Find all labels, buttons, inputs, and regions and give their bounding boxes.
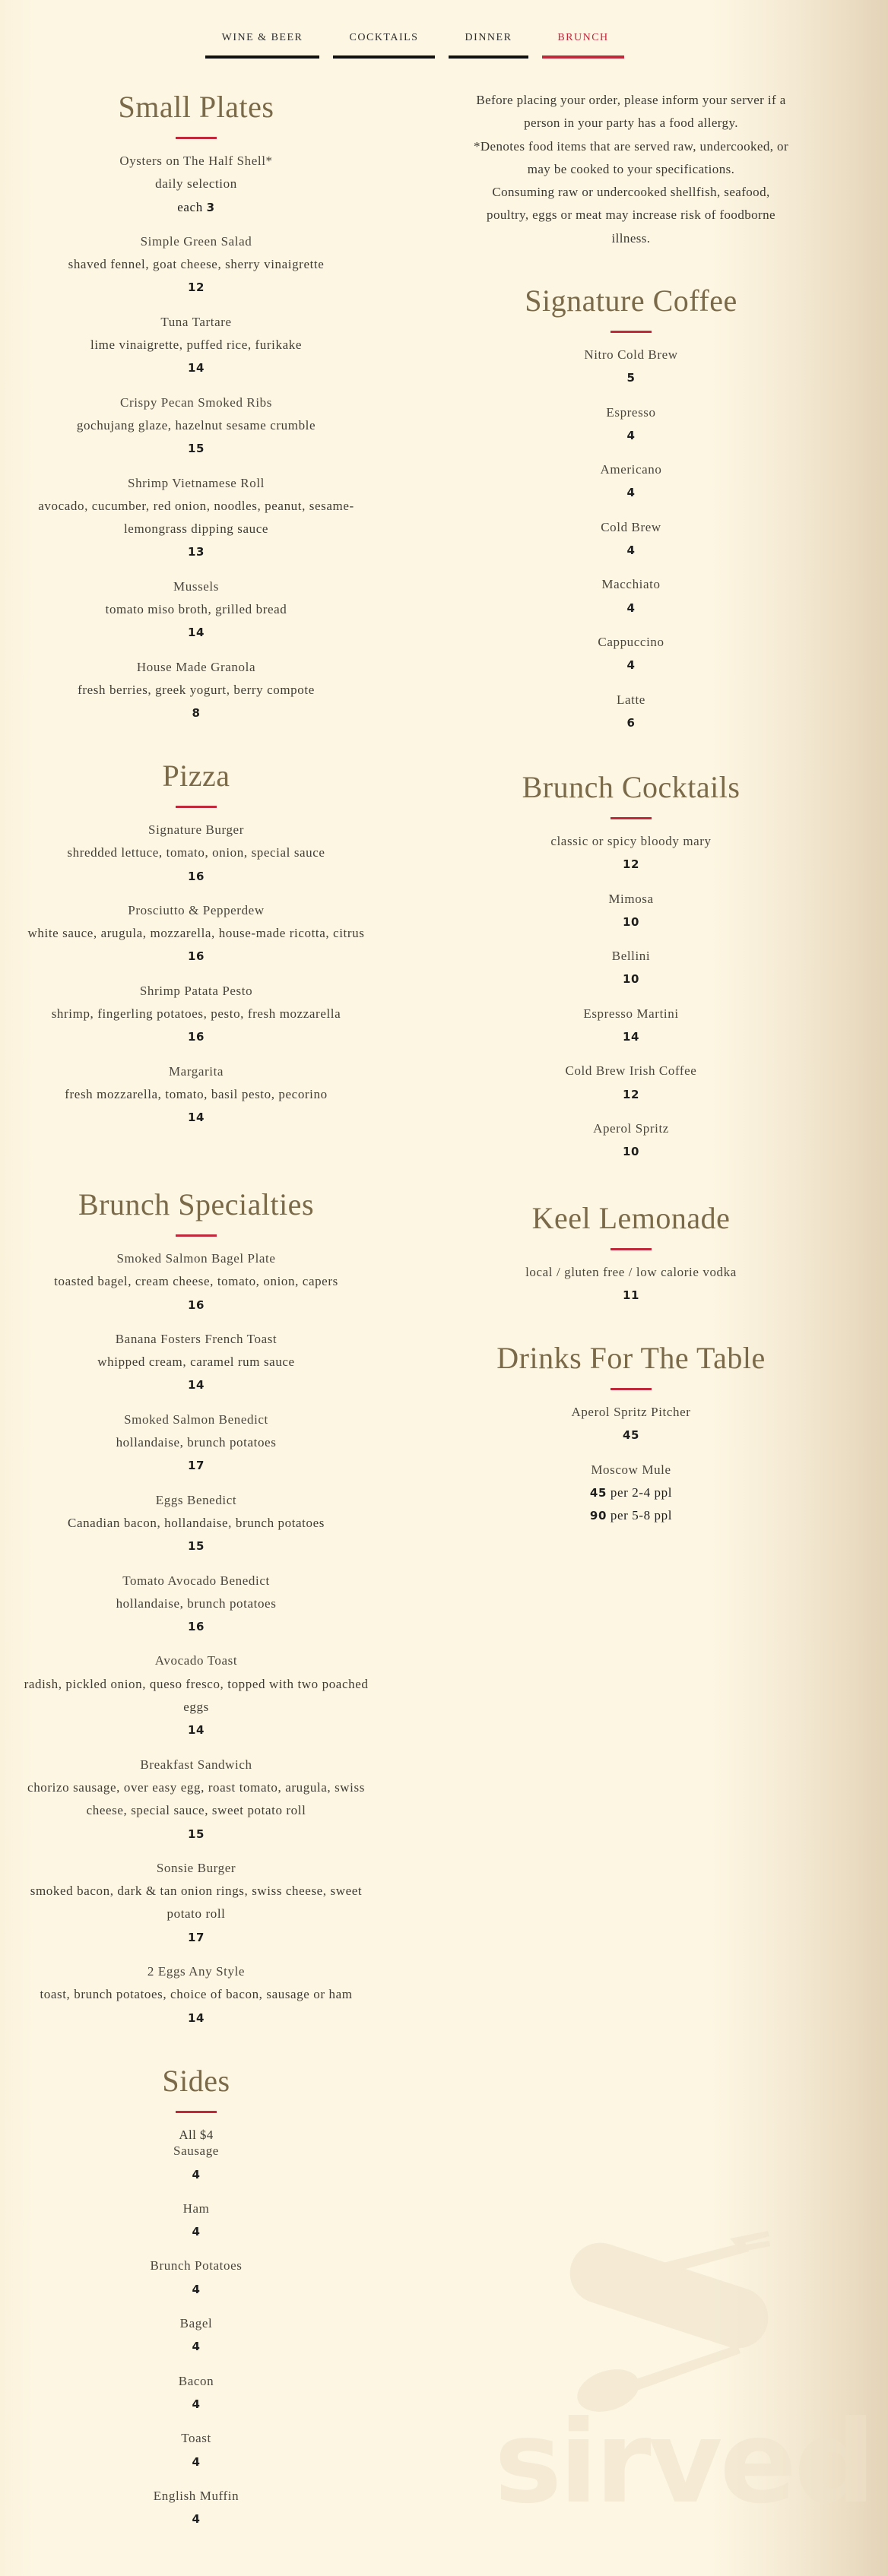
price-amount: 16 [187,1298,205,1312]
price-amount: 10 [622,914,640,929]
item-description: Canadian bacon, hollandaise, brunch potatoes [68,1515,325,1530]
item-price [449,853,813,876]
price-suffix: per 2-4 ppl [610,1484,673,1500]
menu-item [14,980,379,1049]
price-amount: 5 [626,371,636,385]
item-price [14,1615,379,1638]
item-name: Mimosa [608,891,654,906]
price-amount: 14 [622,1030,640,1044]
item-name: Smoked Salmon Benedict [124,1412,268,1427]
allergy-line: illness. [611,230,651,246]
item-price [14,702,379,724]
item-description: toasted bagel, cream cheese, tomato, onion, capers [54,1274,338,1289]
item-price [14,540,379,563]
item-description: shaved fennel, goat cheese, sherry vinaigrette [68,257,325,272]
menu-item [14,1857,379,1949]
menu-section-keel-lemonade [449,1199,813,1319]
section-title: Brunch Cocktails [522,770,741,804]
price-amount: 17 [187,1459,205,1473]
item-price [449,481,813,504]
item-description: toast, brunch potatoes, choice of bacon, sausage or ham [40,1987,353,2002]
price-amount: 11 [622,1288,640,1303]
item-price [449,424,813,447]
item-description: hollandaise, brunch potatoes [116,1435,277,1450]
price-amount: 14 [187,2010,205,2025]
price-amount: 14 [187,626,205,640]
item-price [449,911,813,933]
price-amount: 14 [187,1111,205,1125]
price-amount: 10 [622,1145,640,1159]
item-description: lime vinaigrette, puffed rice, furikake [90,337,302,353]
menu-item [449,830,813,876]
item-name: Tomato Avocado Benedict [122,1573,270,1588]
section-title: Signature Coffee [525,284,737,318]
item-name: Prosciutto & Pepperdew [128,902,265,917]
item-description: gochujang glaze, hazelnut sesame crumble [76,417,316,433]
item-name: Sonsie Burger [156,1860,236,1875]
item-name: Aperol Spritz [593,1120,669,1136]
item-price [14,1025,379,1048]
price-prefix: each [177,199,203,214]
item-description: hollandaise, brunch potatoes [116,1595,277,1611]
item-price [14,196,379,219]
section-title: Pizza [162,759,230,793]
menu-item [14,1489,379,1558]
item-name: Breakfast Sandwich [140,1757,252,1772]
item-description: fresh berries, greek yogurt, berry compote [78,682,315,697]
allergy-line: Consuming raw or undercooked shellfish, seafood, [492,185,770,200]
item-price [14,2335,379,2358]
item-price [14,2451,379,2473]
menu-item [14,1328,379,1397]
menu-item [14,230,379,299]
menu-item [14,1247,379,1317]
item-price [449,366,813,389]
menu-item [449,344,813,390]
price-amount: 4 [192,2340,201,2354]
item-price [449,539,813,562]
item-name: Oysters on The Half Shell* [119,154,273,168]
menu-item [449,1401,813,1447]
item-price [449,597,813,619]
allergy-line: may be cooked to your specifications. [527,161,735,176]
menu-item [14,1060,379,1130]
price-amount: 4 [626,486,636,500]
tab-wine-beer[interactable]: WINE & BEER [205,23,319,59]
menu-item [14,2254,379,2301]
tab-brunch[interactable]: BRUNCH [542,23,624,59]
menu-item [449,401,813,448]
item-name: Bellini [611,949,651,964]
item-name: Aperol Spritz Pitcher [571,1405,691,1419]
price-amount: 16 [187,1620,205,1634]
item-price [449,1504,813,1527]
menu-item [449,1003,813,1049]
price-amount: 4 [626,543,636,558]
price-amount: 3 [206,200,215,214]
price-amount: 15 [187,1827,205,1841]
price-amount: 45 [589,1485,607,1500]
section-title: Drinks For The Table [496,1341,766,1375]
item-name: House Made Granola [136,659,256,674]
price-amount: 10 [622,972,640,987]
price-amount: 14 [187,1378,205,1393]
section-title: Keel Lemonade [531,1201,731,1235]
item-name: Mussels [173,578,219,594]
price-amount: 14 [187,361,205,375]
item-name: Americano [600,462,662,477]
item-description: fresh mozzarella, tomato, basil pesto, pecorino [65,1086,328,1101]
item-description: tomato miso broth, grilled bread [105,602,287,617]
item-name: Avocado Toast [154,1653,238,1668]
menu-item [449,1459,813,1528]
price-amount: 4 [192,2512,201,2527]
item-name: Moscow Mule [591,1462,671,1477]
allergy-line: poultry, eggs or meat may increase risk of foodborne [487,208,775,223]
item-name: Toast [181,2431,211,2446]
section-divider [610,331,652,333]
item-price [14,1294,379,1317]
menu-item [14,150,379,219]
price-amount: 13 [187,545,205,559]
item-name: Tuna Tartare [160,314,232,329]
menu-section-drinks-for-the-table [449,1339,813,1538]
item-name: 2 Eggs Any Style [147,1964,246,1979]
price-amount: 45 [622,1428,640,1443]
item-name: Margarita [168,1063,224,1079]
item-description: whipped cream, caramel rum sauce [97,1355,295,1370]
allergy-line: Before placing your order, please inform your server if a [476,93,786,107]
item-price [14,2508,379,2530]
menu-item [14,1649,379,1741]
item-price [14,1926,379,1949]
item-price [14,1454,379,1477]
menu-item [14,1754,379,1846]
item-price [449,711,813,734]
price-amount: 16 [187,949,205,964]
item-name: Cold Brew Irish Coffee [565,1063,697,1079]
section-divider [176,137,217,139]
item-price [14,2220,379,2243]
menu-item [14,1408,379,1478]
section-divider [610,1388,652,1390]
price-amount: 4 [192,2282,201,2296]
menu-item [449,458,813,505]
price-amount: 4 [626,658,636,673]
price-amount: 4 [192,2454,201,2469]
menu-item [449,631,813,677]
price-amount: 16 [187,869,205,883]
item-name: Macchiato [601,577,661,592]
item-name: Crispy Pecan Smoked Ribs [120,394,272,410]
item-name: Smoked Salmon Bagel Plate [116,1251,276,1266]
utensil-knife-icon [494,2220,852,2417]
item-name: Brunch Potatoes [150,2258,243,2273]
item-name: Bagel [179,2316,213,2331]
menu-item [14,1570,379,1639]
menu-item [14,819,379,888]
tab-cocktails[interactable]: COCKTAILS [333,23,435,59]
item-name: Simple Green Salad [140,233,252,249]
item-price [14,2007,379,2029]
menu-item [449,888,813,934]
item-price [14,356,379,379]
item-description: daily selection [155,176,237,192]
item-price [14,621,379,644]
item-price [14,1374,379,1396]
item-name: Cold Brew [601,519,661,534]
menu-item [449,573,813,619]
menu-item [449,689,813,735]
price-amount: 15 [187,1539,205,1554]
item-price [449,654,813,676]
menu-item [14,2427,379,2473]
item-name: Espresso [606,404,656,420]
item-name: classic or spicy bloody mary [550,834,712,848]
price-amount: 90 [589,1509,607,1523]
item-price [14,2163,379,2186]
item-name: English Muffin [153,2488,239,2503]
item-price [449,1284,813,1307]
allergy-line: person in your party has a food allergy. [524,116,738,131]
item-price [14,1823,379,1846]
item-description: white sauce, arugula, mozzarella, house-made ricotta, citrus [27,926,365,941]
item-price [14,1719,379,1741]
menu-category-tabs [0,23,888,58]
section-divider [610,817,652,819]
menu-item [449,516,813,562]
price-amount: 14 [187,1723,205,1738]
menu-item [14,2312,379,2359]
item-name: Sausage [173,2143,219,2159]
price-amount: 12 [622,1087,640,1101]
menu-item [14,391,379,461]
item-description: avocado, cucumber, red onion, noodles, peanut, sesame-lemongrass dipping sauce [38,498,354,537]
item-description: chorizo sausage, over easy egg, roast tomato, arugula, swiss cheese, special sauce, sweet potato roll [27,1779,365,1818]
item-description: radish, pickled onion, queso fresco, topped with two poached eggs [24,1676,369,1715]
item-price [14,865,379,888]
price-amount: 4 [192,2167,201,2182]
menu-item [14,575,379,645]
menu-section-small-plates [14,88,379,737]
watermark-logo-text: sirved [494,2397,873,2529]
section-divider [610,1248,652,1250]
price-amount: 17 [187,1930,205,1944]
section-divider [176,2111,217,2113]
menu-item [14,472,379,564]
item-name: Nitro Cold Brew [584,347,678,362]
price-suffix: per 5-8 ppl [610,1508,673,1523]
section-divider [176,1234,217,1237]
allergy-line: *Denotes food items that are served raw, undercooked, or [473,138,789,154]
price-amount: 4 [192,2225,201,2239]
section-title: Sides [162,2064,230,2098]
price-amount: 16 [187,1030,205,1044]
item-price [14,1535,379,1557]
menu-section-signature-coffee [449,282,813,746]
item-price [449,1083,813,1106]
menu-item [14,1960,379,2029]
item-price [14,2278,379,2301]
menu-item [449,1060,813,1106]
item-price [449,1481,813,1504]
tab-dinner[interactable]: DINNER [449,23,528,59]
price-amount: 12 [187,280,205,295]
price-amount: 6 [626,715,636,730]
item-description: smoked bacon, dark & tan onion rings, swiss cheese, sweet potato roll [30,1884,363,1922]
menu-section-pizza [14,757,379,1141]
menu-item [14,656,379,725]
section-title: Small Plates [118,90,274,124]
menu-section-sides [14,2062,379,2542]
price-amount: 4 [626,428,636,442]
menu-section-brunch-specialties [14,1186,379,2041]
section-divider [176,806,217,808]
allergy-notice [449,89,813,250]
item-price [14,437,379,460]
item-name: Banana Fosters French Toast [115,1331,278,1346]
menu-item [449,945,813,991]
item-description: shrimp, fingerling potatoes, pesto, fresh mozzarella [51,1006,341,1022]
item-name: Bacon [178,2373,214,2388]
item-price [449,1025,813,1048]
menu-item [14,2370,379,2416]
item-name: Espresso Martini [583,1006,679,1021]
item-name: Cappuccino [598,634,664,649]
price-amount: 15 [187,442,205,456]
item-name: Signature Burger [148,822,244,837]
menu-item [14,2197,379,2244]
price-amount: 8 [192,706,201,721]
item-name: Shrimp Patata Pesto [139,983,253,998]
item-price [14,945,379,968]
item-name: Eggs Benedict [155,1492,237,1507]
menu-item [14,2140,379,2186]
menu-section-brunch-cocktails [449,768,813,1175]
menu-item [14,311,379,380]
item-name: local / gluten free / low calorie vodka [525,1265,737,1279]
item-price [449,1424,813,1446]
item-price [14,2393,379,2416]
price-amount: 4 [626,600,636,615]
menu-item [14,899,379,968]
item-description: shredded lettuce, tomato, onion, special sauce [67,845,325,860]
menu-item [14,2485,379,2531]
item-price [449,968,813,990]
menu-item [449,1117,813,1164]
item-name: Ham [182,2201,210,2216]
price-amount: 12 [622,857,640,872]
item-price [449,1140,813,1163]
item-name: Latte [617,692,645,707]
menu-item [449,1261,813,1307]
item-price [14,1106,379,1129]
section-note: All $4 [179,2128,214,2142]
price-amount: 4 [192,2397,201,2411]
section-title: Brunch Specialties [78,1187,315,1221]
item-name: Shrimp Vietnamese Roll [128,475,265,490]
item-price [14,276,379,299]
sirved-watermark [494,2220,873,2539]
